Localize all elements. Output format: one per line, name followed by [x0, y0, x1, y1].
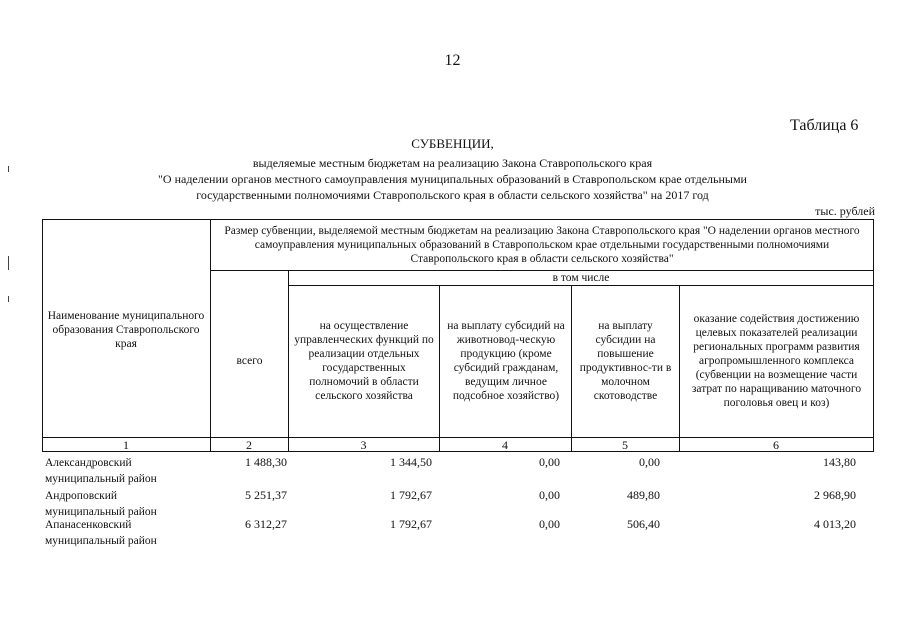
subtitle-line-3: государственными полномочиями Ставропольского края в области сельского хозяйства" на 2017 год [196, 188, 709, 202]
value-col3: 1 792,67 [390, 488, 432, 502]
value-col4: 0,00 [539, 488, 560, 502]
row-name-line1: Андроповский [45, 490, 118, 502]
col-number-3: 3 [360, 438, 367, 452]
header-municipality-name: Наименование муниципального образования Ставропольского края [47, 310, 205, 350]
row-name-line2: муниципальный район [45, 506, 157, 518]
document-title: СУБВЕНЦИИ, [411, 136, 494, 151]
row-name [45, 488, 215, 520]
value-col6: 2 968,90 [814, 488, 856, 502]
row-name [45, 517, 215, 549]
value-col4: 0,00 [539, 517, 560, 531]
value-col5: 0,00 [639, 455, 660, 469]
value-col6: 143,80 [823, 455, 856, 469]
table-label: Таблица 6 [790, 117, 859, 134]
value-total: 6 312,27 [245, 517, 287, 531]
col-number-6: 6 [773, 438, 779, 452]
col-number-2: 2 [246, 438, 252, 452]
row-name-line2: муниципальный район [45, 535, 157, 547]
col-number-1: 1 [123, 438, 129, 452]
col-number-4: 4 [502, 438, 508, 452]
value-total: 1 488,30 [245, 455, 287, 469]
header-total: всего [236, 355, 263, 367]
row-name-line1: Александровский [45, 457, 132, 469]
subtitle-line-2: "О наделении органов местного самоуправления муниципальных образований в Ставропольском крае отдельными [158, 172, 747, 186]
header-col3: на осуществление управленческих функций по реализации отдельных государственных полномочий в области сельского хозяйства [294, 320, 434, 402]
page-number: 12 [444, 52, 461, 69]
margin-mark [8, 256, 9, 270]
row-name-line2: муниципальный район [45, 473, 157, 485]
value-col6: 4 013,20 [814, 517, 856, 531]
header-col5: на выплату субсидии на повышение продуктивнос-ти в молочном скотоводстве [579, 320, 672, 402]
subtitle-line-1: выделяемые местным бюджетам на реализацию Закона Ставропольского края [252, 156, 653, 170]
header-col4: на выплату субсидий на животновод-ческую продукцию (кроме субсидий гражданам, ведущим личное подсобное хозяйство) [447, 320, 565, 402]
value-col3: 1 792,67 [390, 517, 432, 531]
value-col3: 1 344,50 [390, 455, 432, 469]
col-number-5: 5 [622, 438, 628, 452]
row-name [45, 455, 215, 487]
value-col4: 0,00 [539, 455, 560, 469]
header-in-total: в том числе [552, 272, 610, 284]
value-col5: 489,80 [627, 488, 660, 502]
units-label: тыс. рублей [815, 204, 875, 218]
header-col6: оказание содействия достижению целевых показателей реализации региональных программ развития агропромышленного комплекса (субвенции на возмещение части затрат по наращиванию маточного поголовья овец и коз) [691, 313, 862, 409]
margin-mark [8, 296, 9, 302]
row-name-line1: Апанасенковский [45, 519, 132, 531]
value-col5: 506,40 [627, 517, 660, 531]
header-subvention-size: Размер субвенции, выделяемой местным бюджетам на реализацию Закона Ставропольского края "О наделении органов местного самоуправления муниципальных образований в Ставропольском крае отдельными государственными полномочиями Ставропольского края в области сельского хозяйства" [224, 225, 860, 265]
value-total: 5 251,37 [245, 488, 287, 502]
